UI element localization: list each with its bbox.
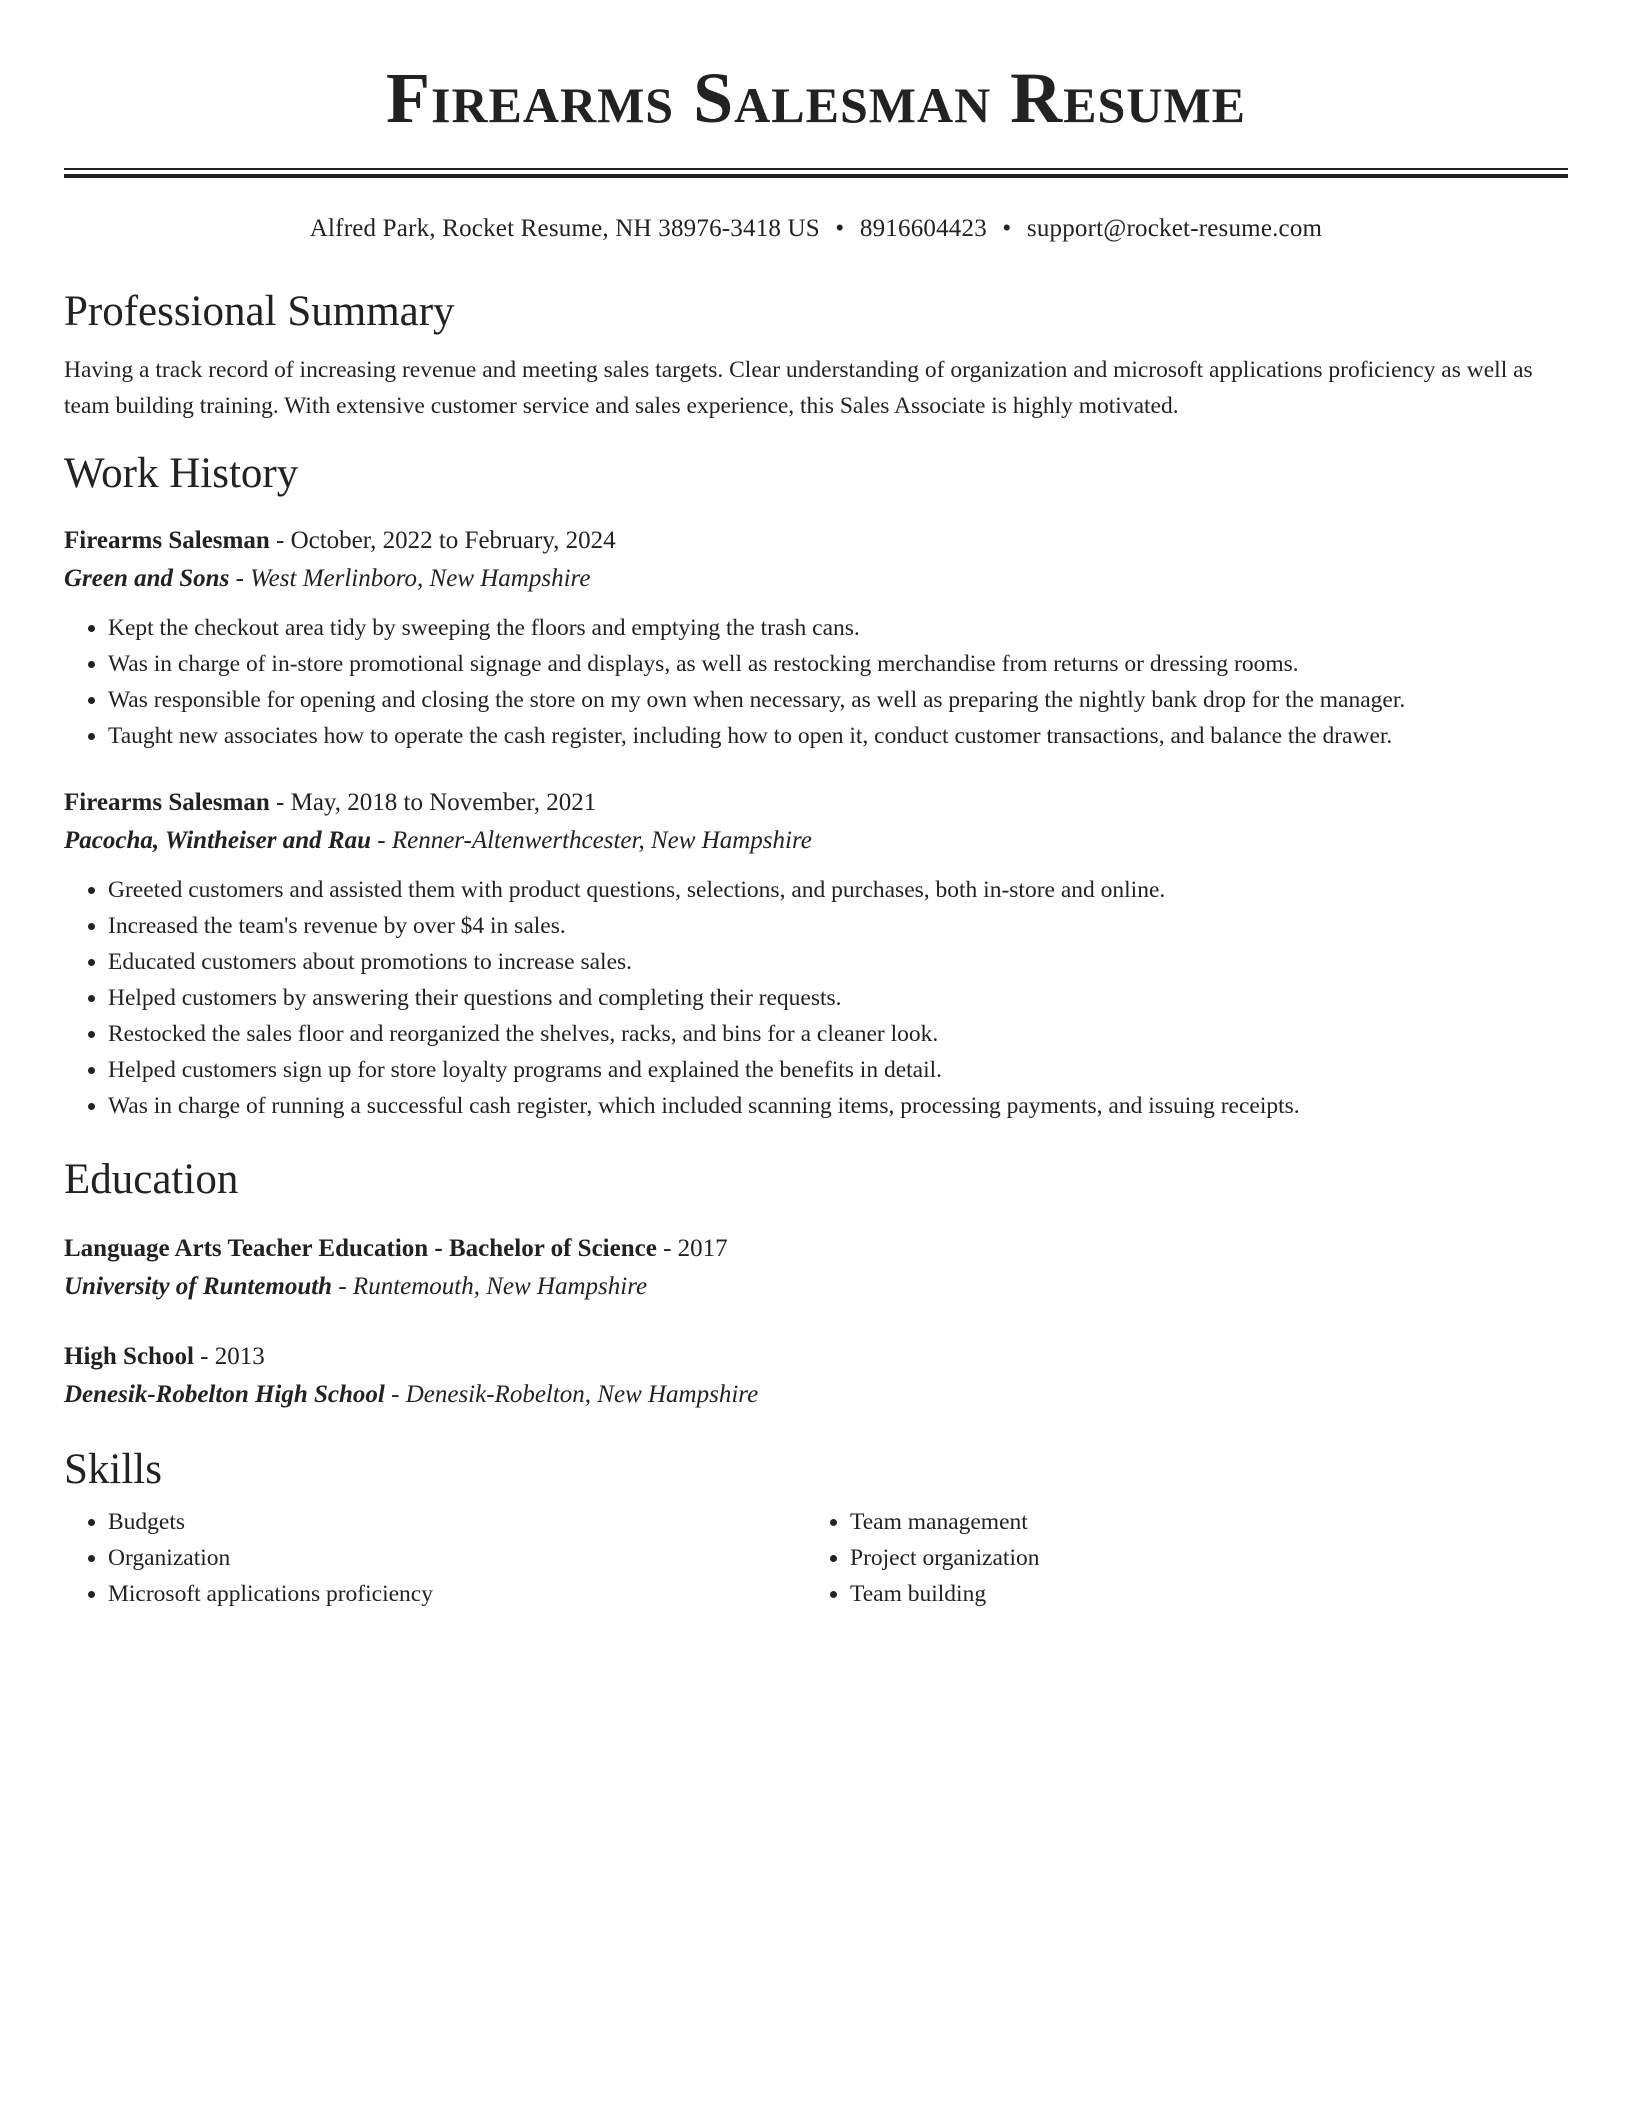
job-bullet: • Restocked the sales floor and reorganized the shelves, racks, and bins for a cleaner look. — [108, 1016, 1568, 1052]
title-divider — [64, 168, 1568, 178]
job-bullet: • Kept the checkout area tidy by sweeping the floors and emptying the trash cans. — [108, 610, 1568, 646]
skills-column-left — [64, 1504, 806, 1612]
job-bullet: • Helped customers sign up for store loyalty programs and explained the benefits in detail. — [108, 1052, 1568, 1088]
graduation-year: - 2017 — [656, 1235, 728, 1262]
skills-list — [64, 1504, 1568, 1612]
job-bullets — [64, 872, 1568, 1124]
job-bullet: • Taught new associates how to operate the cash register, including how to open it, conduct customer transactions, and balance the drawer. — [108, 718, 1568, 754]
job-bullet: • Was in charge of in-store promotional signage and displays, as well as restocking merchandise from returns or dressing rooms. — [108, 646, 1568, 682]
summary-text: Having a track record of increasing revenue and meeting sales targets. Clear understanding of organization and microsoft applications proficiency as well as team building training. With extensive customer service and sales experience, this Sales Associate is highly motivated. — [64, 357, 1533, 419]
job-company: Green and Sons — [64, 565, 230, 592]
job-company: Pacocha, Wintheiser and Rau — [64, 827, 371, 854]
skill-item: • Team management — [850, 1504, 1548, 1540]
contact-phone: 8916604423 — [859, 215, 987, 242]
education-heading: Education — [64, 1156, 239, 1203]
job-role: Firearms Salesman — [64, 789, 270, 816]
job-role: Firearms Salesman — [64, 527, 270, 554]
skills-column-right — [806, 1504, 1548, 1612]
work-history-heading: Work History — [64, 450, 299, 497]
school-name: Denesik-Robelton High School — [64, 1381, 385, 1408]
summary-heading: Professional Summary — [64, 288, 455, 335]
skills-heading: Skills — [64, 1446, 162, 1493]
job-bullet: • Was in charge of running a successful cash register, which included scanning items, processing payments, and issuing receipts. — [108, 1088, 1568, 1124]
skill-item: • Microsoft applications proficiency — [108, 1576, 806, 1612]
job-dates: - October, 2022 to February, 2024 — [269, 527, 616, 554]
education-entry — [64, 1230, 1568, 1306]
employer-line — [64, 822, 1568, 860]
degree-line — [64, 1338, 1568, 1376]
skill-item: • Project organization — [850, 1540, 1548, 1576]
skill-item: • Organization — [108, 1540, 806, 1576]
contact-separator: • — [1002, 215, 1012, 242]
job-entry — [64, 522, 1568, 754]
job-location: - Renner-Altenwerthcester, New Hampshire — [371, 827, 812, 854]
contact-separator: • — [835, 215, 845, 242]
job-dates: - May, 2018 to November, 2021 — [269, 789, 597, 816]
skill-item: • Team building — [850, 1576, 1548, 1612]
contact-line — [64, 212, 1568, 246]
employer-line — [64, 560, 1568, 598]
education-entry — [64, 1338, 1568, 1414]
degree: High School — [64, 1343, 194, 1370]
resume-page — [64, 0, 1568, 1612]
job-bullet: • Helped customers by answering their questions and completing their requests. — [108, 980, 1568, 1016]
degree: Language Arts Teacher Education - Bachelor of Science — [64, 1235, 657, 1262]
contact-address: Alfred Park, Rocket Resume, NH 38976-3418 US — [309, 215, 820, 242]
degree-line — [64, 1230, 1568, 1268]
job-bullet: • Greeted customers and assisted them with product questions, selections, and purchases, both in-store and online. — [108, 872, 1568, 908]
school-location: - Denesik-Robelton, New Hampshire — [384, 1381, 759, 1408]
job-bullets — [64, 610, 1568, 754]
job-entry — [64, 784, 1568, 1124]
job-title-line — [64, 784, 1568, 822]
contact-email: support@rocket-resume.com — [1026, 215, 1323, 242]
skill-item: • Budgets — [108, 1504, 806, 1540]
resume-title: Firearms Salesman Resume — [386, 58, 1246, 138]
school-location: - Runtemouth, New Hampshire — [332, 1273, 648, 1300]
school-name: University of Runtemouth — [64, 1273, 333, 1300]
graduation-year: - 2013 — [193, 1343, 265, 1370]
job-location: - West Merlinboro, New Hampshire — [229, 565, 591, 592]
job-bullet: • Educated customers about promotions to increase sales. — [108, 944, 1568, 980]
job-title-line — [64, 522, 1568, 560]
job-bullet: • Increased the team's revenue by over $4 in sales. — [108, 908, 1568, 944]
school-line — [64, 1268, 1568, 1306]
job-bullet: • Was responsible for opening and closing the store on my own when necessary, as well as preparing the nightly bank drop for the manager. — [108, 682, 1568, 718]
school-line — [64, 1376, 1568, 1414]
